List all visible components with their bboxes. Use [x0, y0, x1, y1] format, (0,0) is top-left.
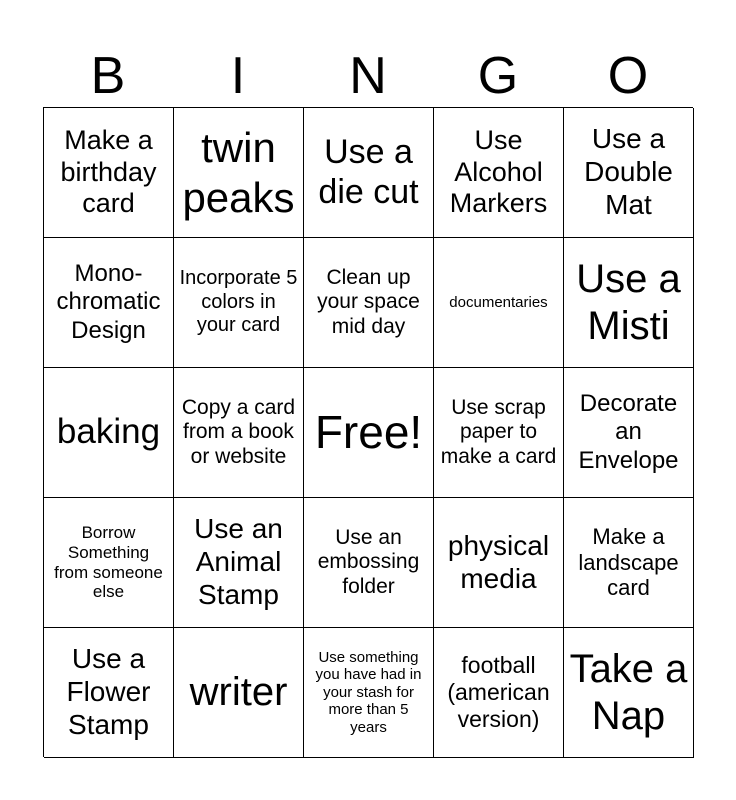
bingo-cell-text: Use a Flower Stamp	[66, 643, 151, 740]
bingo-cell-text: Use a Misti	[576, 256, 681, 348]
bingo-cell[interactable]	[44, 368, 174, 498]
bingo-cell-text: writer	[189, 670, 288, 715]
bingo-cell[interactable]	[304, 238, 434, 368]
bingo-cell-text: documentaries	[449, 293, 548, 311]
bingo-header	[43, 46, 693, 106]
bingo-cell-text: physical media	[447, 529, 550, 594]
bingo-cell[interactable]	[564, 498, 694, 628]
bingo-cell-text: Free!	[314, 405, 423, 458]
bingo-cell[interactable]	[44, 628, 174, 758]
bingo-cell-text: Take a Nap	[569, 646, 688, 738]
bingo-cell[interactable]	[304, 108, 434, 238]
bingo-cell-text: Make a birthday card	[60, 125, 157, 219]
bingo-cell-text: Decorate an Envelope	[578, 390, 679, 474]
bingo-cell-text: Borrow Something from someone else	[54, 522, 163, 602]
bingo-cell-text: Use an embossing folder	[317, 525, 420, 598]
bingo-cell[interactable]	[174, 238, 304, 368]
bingo-cell-text: Use scrap paper to make a card	[440, 395, 557, 468]
bingo-cell-text: Make a landscape card	[578, 523, 679, 601]
header-letter-i: I	[230, 47, 246, 105]
bingo-cell[interactable]	[434, 628, 564, 758]
bingo-cell[interactable]	[174, 628, 304, 758]
bingo-cell-text: Use an Animal Stamp	[194, 513, 283, 610]
bingo-cell[interactable]	[44, 238, 174, 368]
header-letter-n: N	[349, 47, 387, 105]
bingo-cell-text: Clean up your space mid day	[317, 265, 420, 338]
bingo-cell[interactable]	[564, 238, 694, 368]
bingo-cell-text: Use Alcohol Markers	[449, 125, 548, 219]
bingo-cell-text: Use something you have had in your stash for more than 5 years	[315, 648, 422, 736]
bingo-cell-text: Use a die cut	[318, 132, 419, 211]
bingo-cell[interactable]	[434, 498, 564, 628]
header-letter-g: G	[477, 47, 519, 105]
bingo-cell[interactable]	[564, 108, 694, 238]
bingo-cell-text: Copy a card from a book or website	[181, 395, 296, 468]
bingo-cell[interactable]	[174, 498, 304, 628]
bingo-cell[interactable]	[44, 498, 174, 628]
bingo-cell[interactable]	[174, 368, 304, 498]
bingo-cell-text: Use a Double Mat	[584, 123, 673, 220]
bingo-cell[interactable]	[44, 108, 174, 238]
bingo-cell[interactable]	[174, 108, 304, 238]
bingo-cell[interactable]	[434, 108, 564, 238]
bingo-cell[interactable]	[434, 368, 564, 498]
bingo-cell[interactable]	[564, 628, 694, 758]
bingo-cell-text: twin peaks	[182, 124, 295, 221]
bingo-cell[interactable]	[564, 368, 694, 498]
bingo-cell-text: Mono-chromatic Design	[56, 260, 161, 344]
header-letter-b: B	[90, 47, 126, 105]
bingo-cell[interactable]	[304, 368, 434, 498]
bingo-cell-text: Incorporate 5 colors in your card	[179, 267, 298, 337]
bingo-cell[interactable]	[304, 498, 434, 628]
bingo-card-grid	[43, 107, 693, 757]
bingo-cell[interactable]	[304, 628, 434, 758]
header-letter-o: O	[607, 47, 649, 105]
bingo-cell-text: football (american version)	[447, 652, 550, 732]
bingo-cell-text: baking	[56, 412, 161, 452]
bingo-cell[interactable]	[434, 238, 564, 368]
